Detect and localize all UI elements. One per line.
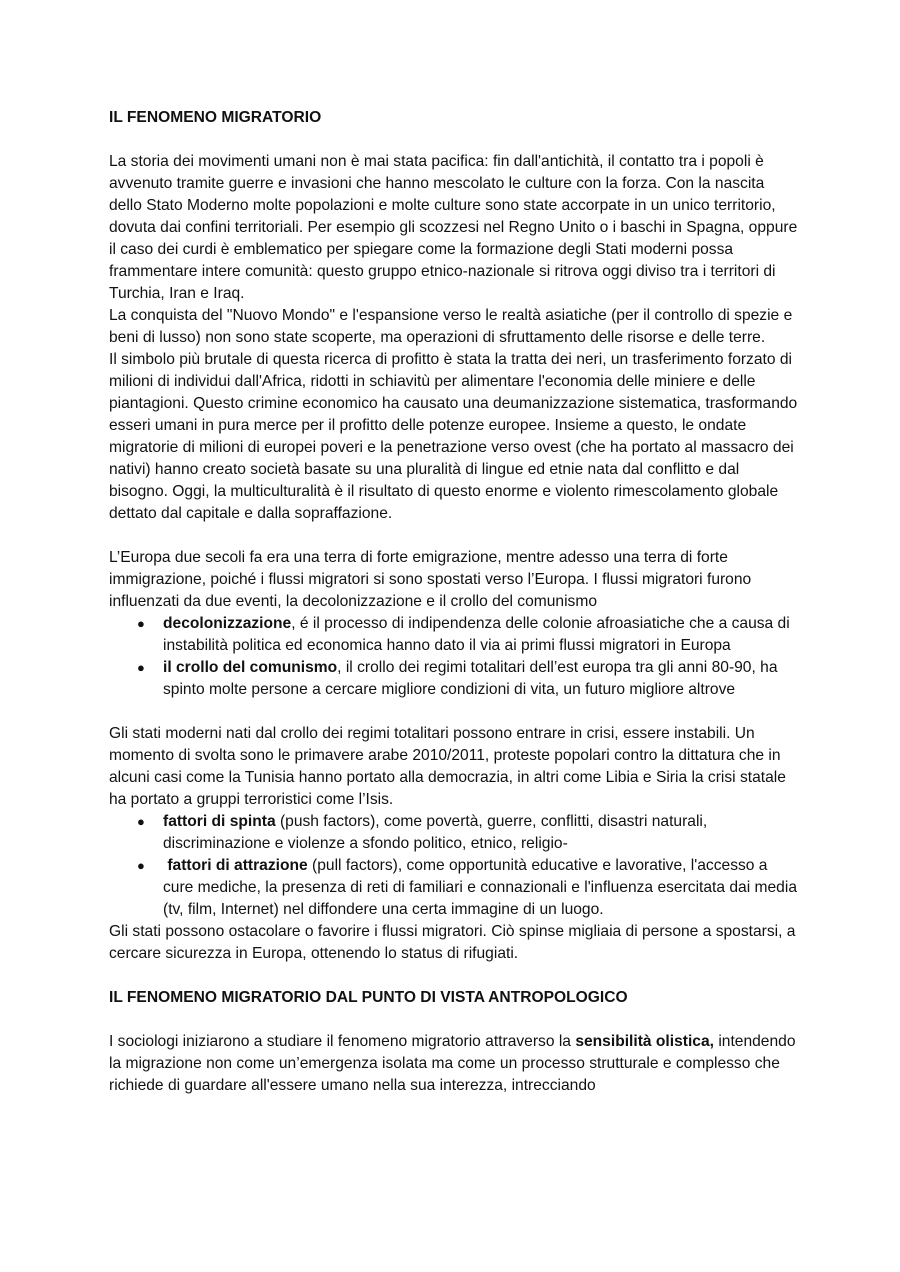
paragraph: L’Europa due secoli fa era una terra di forte emigrazione, mentre adesso una terra di forte immigrazione, poiché i flussi migratori si sono spostati verso l’Europa. I flussi migratori furono influenzati da due eventi, la decolonizzazione e il crollo del comunismo: [109, 549, 752, 610]
list-item-term: il crollo del comunismo: [163, 659, 338, 676]
list-item: [109, 613, 799, 657]
paragraph: Il simbolo più brutale di questa ricerca di profitto è stata la tratta dei neri, un trasferimento forzato di milioni di individui dall'Africa, ridotti in schiavitù per alimentare l'economia delle miniere e delle piantagioni. Questo crimine economico ha causato una deumanizzazione sistematica, trasformando esseri umani in pura merce per il profitto delle potenze europee. Insieme a questo, le ondate migratorie di milioni di europei poveri e la penetrazione verso ovest (che ha portato al massacro dei nativi) hanno creato società basate su una pluralità di lingue ed etnie nata dal conflitto e dal bisogno. Oggi, la multiculturalità è il risultato di questo enorme e violento rimescolamento globale dettato dal capitale e dalla sopraffazione.: [109, 351, 798, 522]
paragraph-text: I sociologi iniziarono a studiare il fenomeno migratorio attraverso la: [109, 1033, 576, 1050]
section-heading: IL FENOMENO MIGRATORIO: [109, 109, 322, 126]
section-heading: IL FENOMENO MIGRATORIO DAL PUNTO DI VISTA ANTROPOLOGICO: [109, 989, 628, 1006]
list-item: [109, 811, 799, 855]
list-item-term: decolonizzazione: [163, 615, 292, 632]
list-item-text: , il crollo dei regimi totalitari dell’est europa tra gli anni 80-90, ha spinto molte persone a cercare migliore condizioni di vita, un futuro migliore altrove: [163, 659, 778, 698]
bullet-icon: ●: [137, 660, 145, 675]
list-item: [109, 657, 799, 701]
list-item-text: (pull factors), come opportunità educative e lavorative, l'accesso a cure mediche, la presenza di reti di familiari e connazionali e l'influenza esercitata dai media (tv, film, Internet) nel diffondere una certa immagine di un luogo.: [163, 857, 797, 918]
document-page: [109, 107, 799, 1097]
bullet-list: [109, 613, 799, 701]
paragraph-text: intendendo la migrazione non come un’emergenza isolata ma come un processo strutturale e complesso che richiede di guardare all'essere umano nella sua interezza, intrecciando: [109, 1033, 796, 1094]
paragraph: Gli stati possono ostacolare o favorire i flussi migratori. Ciò spinse migliaia di persone a spostarsi, a cercare sicurezza in Europa, ottenendo lo status di rifugiati.: [109, 923, 796, 962]
list-item-text: , é il processo di indipendenza delle colonie afroasiatiche che a causa di instabilità politica ed economica hanno dato il via ai primi flussi migratori in Europa: [163, 615, 790, 654]
paragraph: La storia dei movimenti umani non è mai stata pacifica: fin dall'antichità, il contatto tra i popoli è avvenuto tramite guerre e invasioni che hanno mescolato le culture con la forza. Con la nascita dello Stato Moderno molte popolazioni e molte culture sono state accorpate in un unico territorio, dovuta dai confini territoriali. Per esempio gli scozzesi nel Regno Unito o i baschi in Spagna, oppure il caso dei curdi è emblematico per spiegare come la formazione degli Stati moderni possa frammentare intere comunità: questo gruppo etnico-nazionale si ritrova oggi diviso tra i territori di Turchia, Iran e Iraq.: [109, 153, 798, 302]
paragraph-bold-term: sensibilità olistica,: [575, 1033, 714, 1050]
paragraph: [109, 1031, 799, 1097]
bullet-icon: ●: [137, 858, 145, 873]
bullet-icon: ●: [137, 616, 145, 631]
list-item-term: fattori di attrazione: [163, 857, 308, 874]
bullet-list: [109, 811, 799, 921]
list-item-text: (push factors), come povertà, guerre, conflitti, disastri naturali, discriminazione e violenze a sfondo politico, etnico, religio-: [163, 813, 708, 852]
bullet-icon: ●: [137, 814, 145, 829]
list-item: [109, 855, 799, 921]
paragraph: Gli stati moderni nati dal crollo dei regimi totalitari possono entrare in crisi, essere instabili. Un momento di svolta sono le primavere arabe 2010/2011, proteste popolari contro la dittatura che in alcuni casi come la Tunisia hanno portato alla democrazia, in altri come Libia e Siria la crisi statale ha portato a gruppi terroristici come l’Isis.: [109, 725, 786, 808]
paragraph: La conquista del "Nuovo Mondo" e l'espansione verso le realtà asiatiche (per il controllo di spezie e beni di lusso) non sono state scoperte, ma operazioni di sfruttamento delle risorse e delle terre.: [109, 307, 793, 346]
list-item-term: fattori di spinta: [163, 813, 276, 830]
